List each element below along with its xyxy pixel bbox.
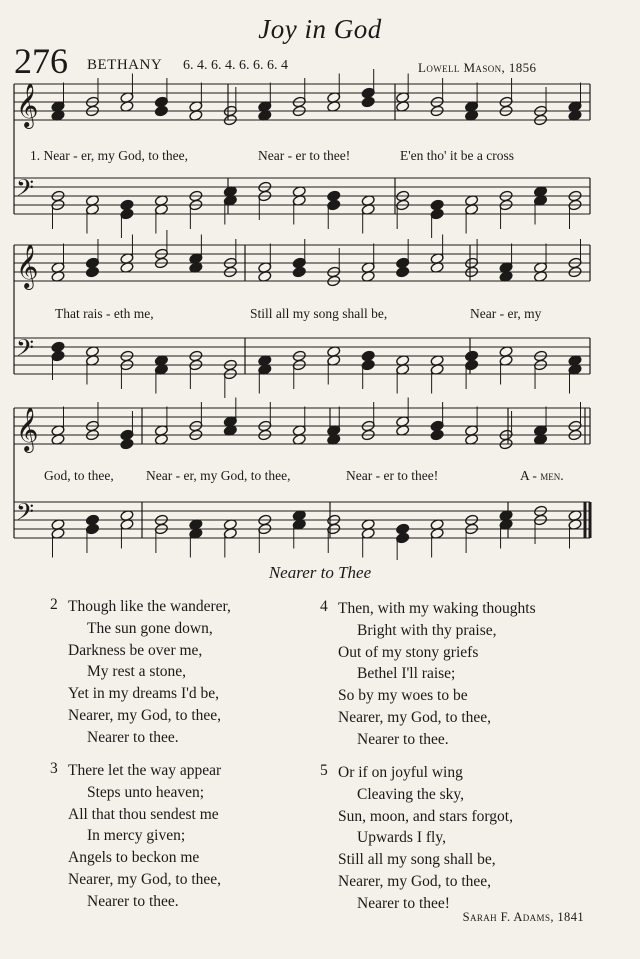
lyrics-s3-a: God, to thee, bbox=[44, 468, 114, 483]
verse-line: Or if on joyful wing bbox=[338, 764, 463, 781]
verse-3 bbox=[68, 760, 221, 913]
note-head bbox=[85, 266, 99, 278]
verse-line: Then, with my waking thoughts bbox=[338, 600, 536, 617]
treble-clef-icon: 𝄞 bbox=[16, 244, 39, 288]
treble-clef-icon: 𝄞 bbox=[16, 407, 39, 451]
lyrics-s1-c: E'en tho' it be a cross bbox=[400, 148, 514, 163]
lyrics-s2-c: Near - er, my bbox=[470, 306, 542, 321]
lyrics-amen: A - men. bbox=[520, 468, 564, 483]
meter: 6. 4. 6. 4. 6. 6. 6. 4 bbox=[183, 58, 288, 73]
note-head bbox=[465, 359, 479, 371]
verse-line: Nearer, my God, to thee, bbox=[338, 872, 492, 890]
lyrics-s1-b: Near - er to thee! bbox=[258, 148, 351, 163]
verse-line: Nearer to thee. bbox=[87, 892, 179, 910]
note-head bbox=[120, 438, 134, 450]
note-head bbox=[430, 208, 444, 220]
verse-line: So by my woes to be bbox=[338, 687, 468, 705]
note-head bbox=[292, 266, 306, 278]
verse-5 bbox=[338, 762, 513, 915]
note-head bbox=[327, 199, 341, 211]
verse-line: Out of my stony griefs bbox=[338, 643, 479, 661]
note-head bbox=[396, 532, 410, 544]
tune-name: BETHANY bbox=[87, 57, 163, 73]
verse-number: 3 bbox=[50, 760, 58, 777]
hymn-title: Joy in God bbox=[258, 14, 382, 44]
verse-line: The sun gone down, bbox=[87, 619, 213, 637]
lyrics-s2-a: That rais - eth me, bbox=[55, 306, 154, 321]
verse-number: 2 bbox=[50, 596, 58, 613]
verse-line: Angels to beckon me bbox=[68, 849, 200, 867]
note-head bbox=[361, 359, 375, 371]
note-head bbox=[396, 266, 410, 278]
verse-line: Steps unto heaven; bbox=[87, 783, 205, 801]
hymn-subtitle: Nearer to Thee bbox=[268, 563, 372, 582]
note-head bbox=[154, 105, 168, 117]
bass-clef-icon: 𝄢 bbox=[16, 498, 35, 531]
verse-line: Darkness be over me, bbox=[68, 641, 203, 659]
verse-line: There let the way appear bbox=[68, 762, 222, 779]
verse-line: Bethel I'll raise; bbox=[357, 665, 456, 683]
verse-line: Sun, moon, and stars forgot, bbox=[338, 807, 513, 825]
lyrics-s2-b: Still all my song shall be, bbox=[250, 306, 388, 321]
note-head bbox=[120, 208, 134, 220]
composer: Lowell Mason, 1856 bbox=[418, 60, 537, 75]
verse-4 bbox=[338, 598, 536, 751]
verse-line: Nearer, my God, to thee, bbox=[338, 708, 492, 726]
verse-line: Nearer to thee! bbox=[357, 894, 450, 912]
note-head bbox=[85, 523, 99, 535]
note-head bbox=[51, 350, 65, 362]
verse-line: My rest a stone, bbox=[87, 663, 187, 681]
verse-line: Nearer to thee. bbox=[357, 730, 449, 748]
verse-line: Cleaving the sky, bbox=[357, 785, 465, 803]
verse-number: 5 bbox=[320, 762, 328, 779]
verse-line: Nearer to thee. bbox=[87, 728, 179, 746]
verse-line: Yet in my dreams I'd be, bbox=[68, 685, 220, 703]
verse-line: Nearer, my God, to thee, bbox=[68, 706, 222, 724]
bass-clef-icon: 𝄢 bbox=[16, 334, 35, 367]
verse-line: Though like the wanderer, bbox=[68, 598, 231, 615]
verse-line: Still all my song shall be, bbox=[338, 851, 496, 869]
verse-line: In mercy given; bbox=[87, 827, 186, 845]
lyricist: Sarah F. Adams, 1841 bbox=[462, 910, 584, 924]
verse-line: Upwards I fly, bbox=[357, 829, 446, 847]
treble-clef-icon: 𝄞 bbox=[16, 83, 39, 127]
note-head bbox=[361, 96, 375, 108]
verse-line: All that thou sendest me bbox=[68, 805, 219, 823]
verse-2 bbox=[68, 596, 231, 749]
verse-line: Nearer, my God, to thee, bbox=[68, 870, 222, 888]
bass-clef-icon: 𝄢 bbox=[16, 174, 35, 207]
lyrics-s3-c: Near - er to thee! bbox=[346, 468, 439, 483]
note-head bbox=[430, 429, 444, 441]
verse-number: 4 bbox=[320, 598, 328, 615]
verse-line: Bright with thy praise, bbox=[357, 621, 497, 639]
hymn-number: 276 bbox=[14, 41, 68, 81]
lyrics-s3-b: Near - er, my God, to thee, bbox=[146, 468, 291, 483]
lyrics-s1-a: 1. Near - er, my God, to thee, bbox=[30, 148, 189, 163]
